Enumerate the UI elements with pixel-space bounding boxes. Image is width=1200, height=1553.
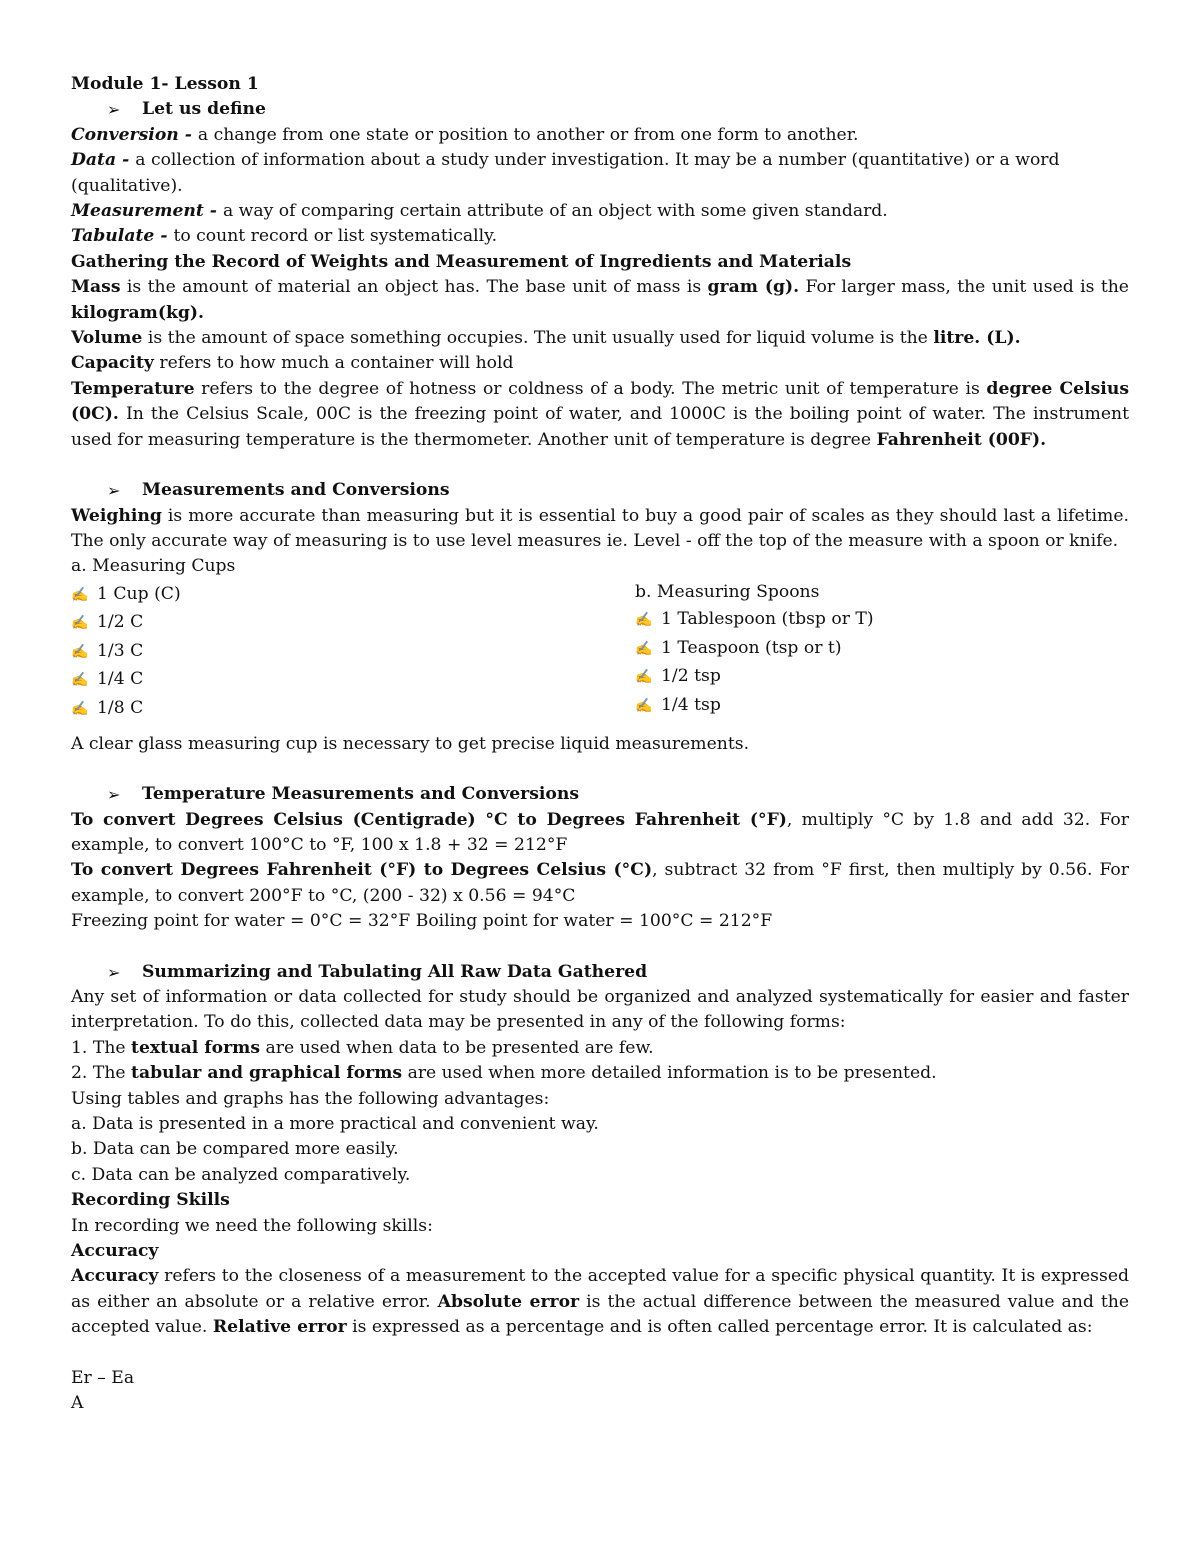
measuring-lists [71, 580, 1129, 732]
form-tabular: 2. The tabular and graphical forms are used when more detailed information is to be presented. [71, 1063, 937, 1084]
list-item: ✍ 1 Cup (C) [71, 580, 181, 609]
fahrenheit-to-celsius: To convert Degrees Fahrenheit (°F) to Degrees Celsius (°C), subtract 32 from °F first, then multiply by 0.56. For example, to convert 200°F to °C, (200 - 32) x 0.56 = 94°C [71, 860, 1129, 906]
accuracy-heading: Accuracy [71, 1241, 159, 1262]
mass-paragraph: Mass is the amount of material an object has. The base unit of mass is gram (g). For larger mass, the unit used is the kilogram(kg). [71, 277, 1129, 323]
measuring-spoons-list [635, 580, 874, 719]
list-item: ✍ 1/3 C [71, 637, 181, 666]
recording-heading: Recording Skills [71, 1190, 230, 1211]
definition-measurement: Measurement - a way of comparing certain attribute of an object with some given standard. [71, 201, 888, 222]
list-item: ✍ 1/8 C [71, 694, 181, 723]
arrow-bullet-icon: ➢ [107, 100, 121, 120]
summarizing-intro: Any set of information or data collected for study should be organized and analyzed systematically for easier and faster interpretation. To do this, collected data may be presented in any of the following forms: [71, 986, 1129, 1033]
document-content [71, 72, 1129, 1416]
measuring-cup-note: A clear glass measuring cup is necessary to get precise liquid measurements. [71, 733, 750, 754]
formula-numerator: Er – Ea [71, 1367, 135, 1388]
pen-bullet-icon: ✍ [71, 615, 89, 632]
section-heading-measurements: ➢ Measurements and Conversions [71, 478, 1129, 503]
capacity-paragraph: Capacity refers to how much a container will hold [71, 353, 514, 374]
formula-denominator: A [71, 1393, 84, 1414]
volume-paragraph: Volume is the amount of space something occupies. The unit usually used for liquid volume is the litre. (L). [71, 328, 1021, 349]
advantage-item: a. Data is presented in a more practical and convenient way. [71, 1114, 599, 1134]
pen-bullet-icon: ✍ [635, 669, 653, 686]
accuracy-paragraph: Accuracy refers to the closeness of a measurement to the accepted value for a specific physical quantity. It is expressed as either an absolute or a relative error. Absolute error is the actual difference between the measured value and the accepted value. Relative error is expressed as a percentage and is often called percentage error. It is calculated as: [71, 1266, 1130, 1338]
measuring-cups-list [71, 580, 181, 723]
section-heading-define: ➢ Let us define [71, 97, 1129, 122]
section-heading-temperature: ➢ Temperature Measurements and Conversions [71, 782, 1129, 807]
gathering-heading: Gathering the Record of Weights and Measurement of Ingredients and Materials [71, 251, 852, 272]
recording-intro: In recording we need the following skills: [71, 1215, 433, 1236]
definition-conversion: Conversion - a change from one state or position to another or from one form to another. [71, 124, 859, 145]
advantage-item: b. Data can be compared more easily. [71, 1139, 399, 1160]
list-item: ✍ 1/2 tsp [635, 662, 874, 691]
celsius-to-fahrenheit: To convert Degrees Celsius (Centigrade) °C to Degrees Fahrenheit (°F), multiply °C by 1.8 and add 32. For example, to convert 100°C to °F, 100 x 1.8 + 32 = 212°F [71, 809, 1129, 855]
pen-bullet-icon: ✍ [635, 640, 653, 657]
arrow-bullet-icon: ➢ [107, 962, 121, 982]
arrow-bullet-icon: ➢ [107, 785, 121, 805]
module-title: Module 1- Lesson 1 [71, 74, 259, 94]
pen-bullet-icon: ✍ [71, 586, 89, 603]
pen-bullet-icon: ✍ [71, 700, 89, 717]
list-item: ✍ 1/4 C [71, 665, 181, 694]
pen-bullet-icon: ✍ [71, 643, 89, 660]
water-points: Freezing point for water = 0°C = 32°F Boiling point for water = 100°C = 212°F [71, 911, 773, 932]
measuring-spoons-caption: b. Measuring Spoons [635, 581, 820, 602]
pen-bullet-icon: ✍ [635, 697, 653, 714]
weighing-paragraph: Weighing is more accurate than measuring but it is essential to buy a good pair of scales as they should last a lifetime. The only accurate way of measuring is to use level measures ie. Level - off the top of the measure with a spoon or knife. [71, 505, 1129, 551]
section-heading-summarizing: ➢ Summarizing and Tabulating All Raw Data Gathered [71, 960, 1129, 985]
measuring-cups-caption: a. Measuring Cups [71, 556, 236, 577]
advantages-intro: Using tables and graphs has the following advantages: [71, 1088, 550, 1109]
pen-bullet-icon: ✍ [71, 672, 89, 689]
advantage-item: c. Data can be analyzed comparatively. [71, 1164, 411, 1185]
form-textual: 1. The textual forms are used when data to be presented are few. [71, 1037, 654, 1058]
pen-bullet-icon: ✍ [635, 612, 653, 629]
list-item: ✍ 1/2 C [71, 608, 181, 637]
list-item: ✍ 1 Teaspoon (tsp or t) [635, 634, 874, 663]
list-item: ✍ 1/4 tsp [635, 691, 874, 720]
list-item: ✍ 1 Tablespoon (tbsp or T) [635, 605, 874, 634]
definition-data: Data - a collection of information about a study under investigation. It may be a number (quantitative) or a word (qualitative). [71, 150, 1060, 196]
definition-tabulate: Tabulate - to count record or list systematically. [71, 226, 498, 247]
temperature-paragraph: Temperature refers to the degree of hotness or coldness of a body. The metric unit of temperature is degree Celsius (0C). In the Celsius Scale, 00C is the freezing point of water, and 1000C is the boiling point of water. The instrument used for measuring temperature is the thermometer. Another unit of temperature is degree Fahrenheit (00F). [71, 378, 1129, 450]
arrow-bullet-icon: ➢ [107, 481, 121, 501]
